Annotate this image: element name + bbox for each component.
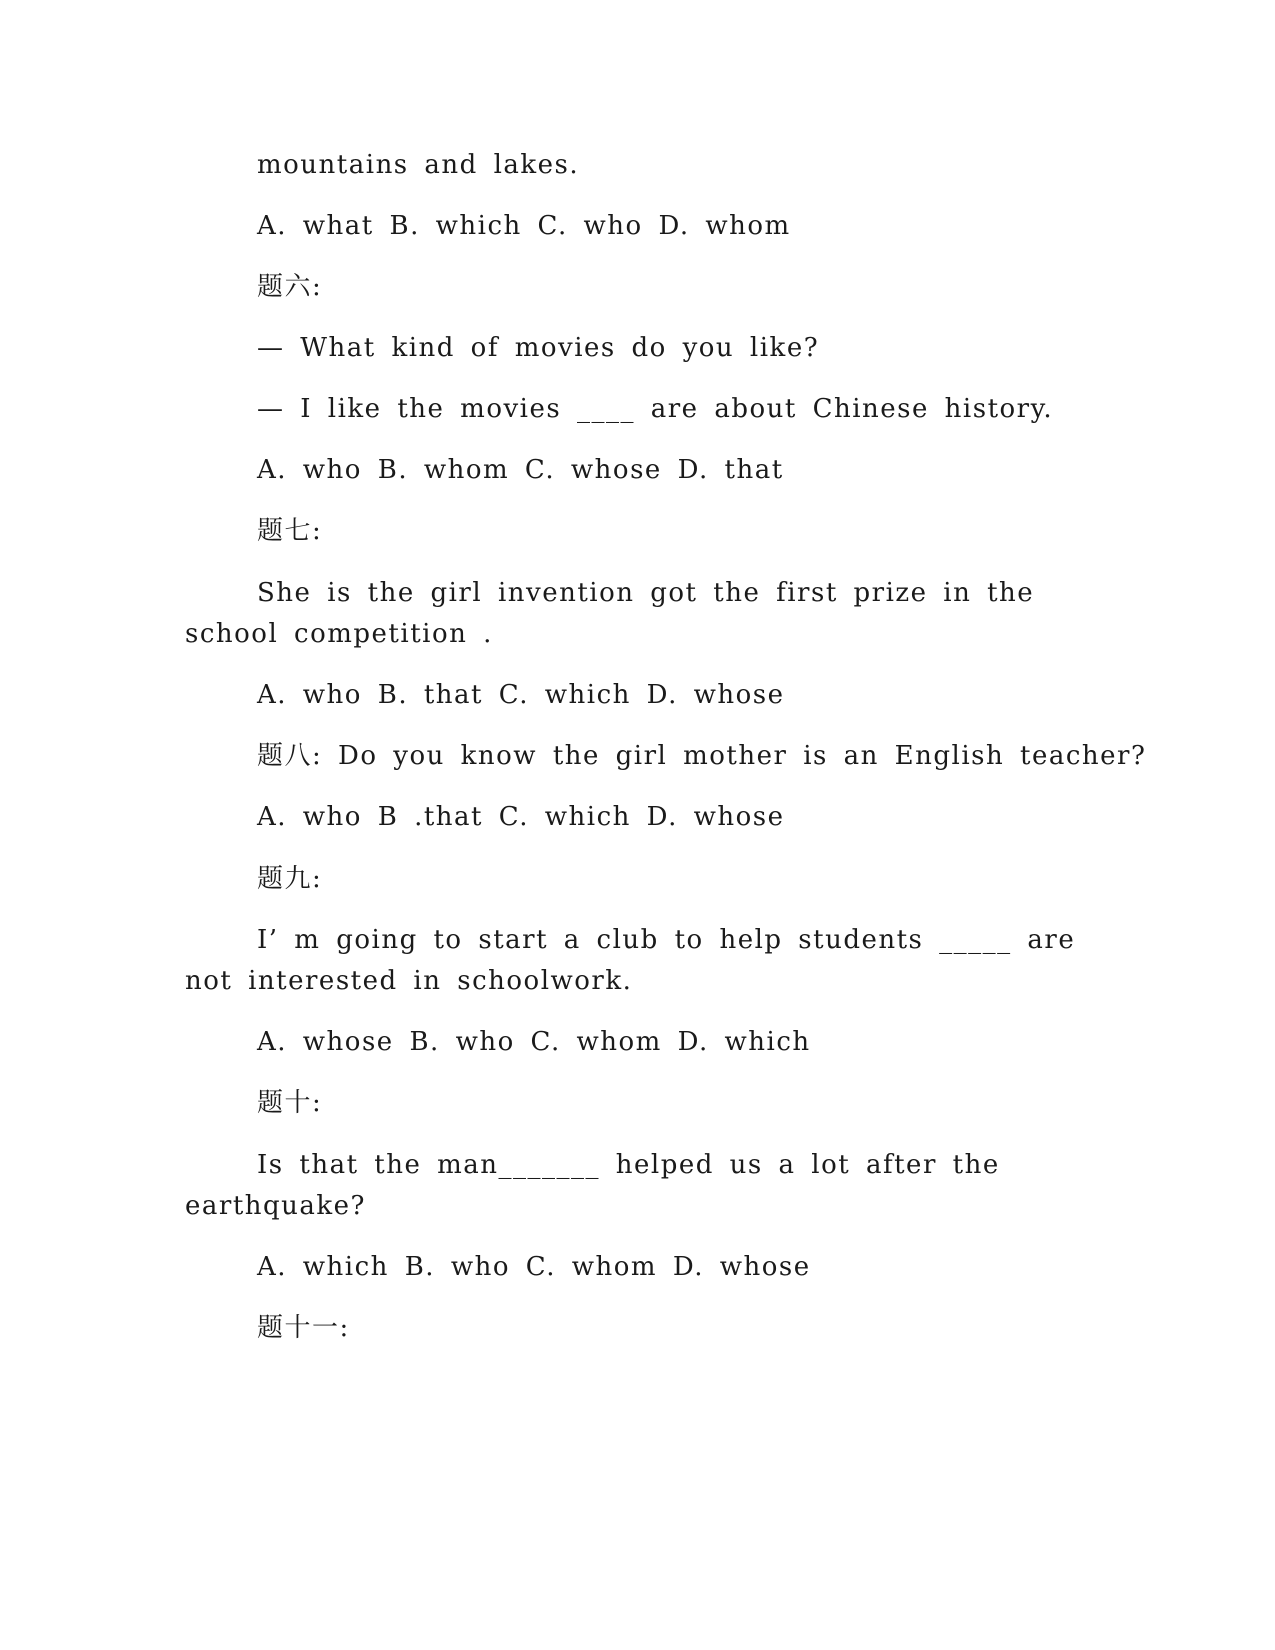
question-text-wrap: not interested in schoolwork. [185,966,633,996]
answer-options: A. who B .that C. which D. whose [257,802,785,832]
answer-options: A. what B. which C. who D. whom [257,211,791,241]
question-text: She is the girl invention got the first prize in the [257,578,1035,608]
question-heading-6: 题六: [257,272,323,302]
question-text: I’ m going to start a club to help students _____ are [257,925,1076,955]
answer-options: A. who B. that C. which D. whose [257,680,785,710]
question-heading-7: 题七: [257,516,323,546]
question-heading-10: 题十: [257,1088,323,1118]
question-text-wrap: school competition . [185,619,493,649]
question-heading-8: 题八: Do you know the girl mother is an English teacher? [257,741,1147,771]
answer-options: A. whose B. who C. whom D. which [257,1027,811,1057]
question-text-wrap: earthquake? [185,1191,366,1221]
question-text-continuation: mountains and lakes. [257,150,580,180]
dialogue-line: — I like the movies ____ are about Chinese history. [257,394,1054,424]
question-heading-9: 题九: [257,864,323,894]
question-heading-11: 题十一: [257,1313,350,1343]
answer-options: A. which B. who C. whom D. whose [257,1252,811,1282]
dialogue-line: — What kind of movies do you like? [257,333,820,363]
answer-options: A. who B. whom C. whose D. that [257,455,784,485]
question-text: Is that the man_______ helped us a lot after the [257,1150,1000,1180]
